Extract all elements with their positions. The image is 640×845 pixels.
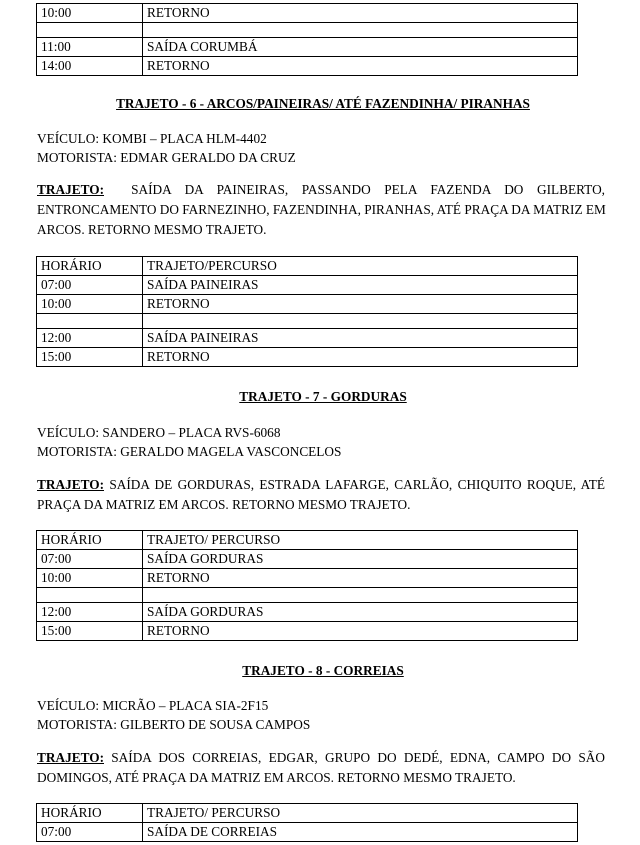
- time-cell: 11:00: [37, 38, 143, 57]
- table-row-blank: [37, 314, 578, 329]
- time-cell: [37, 23, 143, 38]
- table-row: [37, 57, 578, 76]
- section-heading-trajeto-7: TRAJETO - 7 - GORDURAS: [239, 389, 407, 404]
- route-cell: RETORNO: [143, 4, 578, 23]
- route-cell: SAÍDA PAINEIRAS: [143, 329, 578, 348]
- route-line: DOMINGOS, ATÉ PRAÇA DA MATRIZ EM ARCOS. RETORNO MESMO TRAJETO.: [37, 770, 516, 785]
- route-cell: RETORNO: [143, 295, 578, 314]
- driver-info: MOTORISTA: EDMAR GERALDO DA CRUZ: [37, 150, 296, 165]
- route-cell: [143, 588, 578, 603]
- time-cell: 12:00: [37, 603, 143, 622]
- route-line: SAÍDA DA PAINEIRAS, PASSANDO PELA FAZENDA DO GILBERTO,: [131, 182, 605, 197]
- schedule-table-trajeto-8: [36, 803, 578, 842]
- table-row: [37, 348, 578, 367]
- time-cell: [37, 314, 143, 329]
- column-header-percurso: TRAJETO/ PERCURSO: [143, 531, 578, 550]
- column-header-percurso: TRAJETO/PERCURSO: [143, 257, 578, 276]
- route-line: PRAÇA DA MATRIZ EM ARCOS. RETORNO MESMO TRAJETO.: [37, 497, 411, 512]
- time-cell: 07:00: [37, 823, 143, 842]
- table-row: [37, 622, 578, 641]
- column-header-horario: HORÁRIO: [37, 804, 143, 823]
- route-cell: SAÍDA GORDURAS: [143, 603, 578, 622]
- table-header-row: [37, 257, 578, 276]
- column-header-horario: HORÁRIO: [37, 531, 143, 550]
- table-row: [37, 38, 578, 57]
- route-cell: SAÍDA PAINEIRAS: [143, 276, 578, 295]
- route-line: ARCOS. RETORNO MESMO TRAJETO.: [37, 222, 267, 237]
- route-cell: SAÍDA DE CORREIAS: [143, 823, 578, 842]
- table-row: [37, 603, 578, 622]
- route-cell: RETORNO: [143, 57, 578, 76]
- time-cell: 14:00: [37, 57, 143, 76]
- vehicle-info: VEÍCULO: KOMBI – PLACA HLM-4402: [37, 131, 267, 146]
- time-cell: 12:00: [37, 329, 143, 348]
- route-cell: RETORNO: [143, 622, 578, 641]
- table-row: [37, 569, 578, 588]
- time-cell: [37, 588, 143, 603]
- route-cell: SAÍDA CORUMBÁ: [143, 38, 578, 57]
- table-row: [37, 4, 578, 23]
- section-heading-trajeto-8: TRAJETO - 8 - CORREIAS: [242, 663, 404, 678]
- route-line: SAÍDA DOS CORREIAS, EDGAR, GRUPO DO DEDÉ, EDNA, CAMPO DO SÃO: [111, 750, 605, 765]
- route-cell: SAÍDA GORDURAS: [143, 550, 578, 569]
- route-line: ENTRONCAMENTO DO FARNEZINHO, FAZENDINHA, PIRANHAS, ATÉ PRAÇA DA MATRIZ EM: [37, 202, 606, 217]
- route-description: [37, 748, 605, 788]
- route-description: [37, 180, 605, 240]
- time-cell: 10:00: [37, 569, 143, 588]
- time-cell: 07:00: [37, 550, 143, 569]
- time-cell: 07:00: [37, 276, 143, 295]
- driver-info: MOTORISTA: GERALDO MAGELA VASCONCELOS: [37, 444, 342, 459]
- route-label: TRAJETO:: [37, 750, 104, 765]
- route-cell: RETORNO: [143, 569, 578, 588]
- table-row: [37, 295, 578, 314]
- schedule-table-trajeto-7: [36, 530, 578, 641]
- table-header-row: [37, 804, 578, 823]
- route-label: TRAJETO:: [37, 477, 104, 492]
- route-cell: [143, 314, 578, 329]
- route-label: TRAJETO:: [37, 182, 104, 197]
- vehicle-info: VEÍCULO: MICRÃO – PLACA SIA-2F15: [37, 698, 269, 713]
- table-row: [37, 550, 578, 569]
- route-description: [37, 475, 605, 515]
- table-header-row: [37, 531, 578, 550]
- schedule-table-trajeto-6: [36, 256, 578, 367]
- time-cell: 10:00: [37, 295, 143, 314]
- table-row-blank: [37, 588, 578, 603]
- table-row: [37, 276, 578, 295]
- route-cell: RETORNO: [143, 348, 578, 367]
- route-cell: [143, 23, 578, 38]
- section-heading-trajeto-6: TRAJETO - 6 - ARCOS/PAINEIRAS/ ATÉ FAZENDINHA/ PIRANHAS: [116, 96, 530, 111]
- schedule-table-continued: [36, 3, 578, 76]
- driver-info: MOTORISTA: GILBERTO DE SOUSA CAMPOS: [37, 717, 311, 732]
- vehicle-info: VEÍCULO: SANDERO – PLACA RVS-6068: [37, 425, 281, 440]
- column-header-horario: HORÁRIO: [37, 257, 143, 276]
- table-row: [37, 329, 578, 348]
- table-row-blank: [37, 23, 578, 38]
- time-cell: 10:00: [37, 4, 143, 23]
- column-header-percurso: TRAJETO/ PERCURSO: [143, 804, 578, 823]
- table-row: [37, 823, 578, 842]
- time-cell: 15:00: [37, 622, 143, 641]
- time-cell: 15:00: [37, 348, 143, 367]
- route-line: SAÍDA DE GORDURAS, ESTRADA LAFARGE, CARLÃO, CHIQUITO ROQUE, ATÉ: [109, 477, 605, 492]
